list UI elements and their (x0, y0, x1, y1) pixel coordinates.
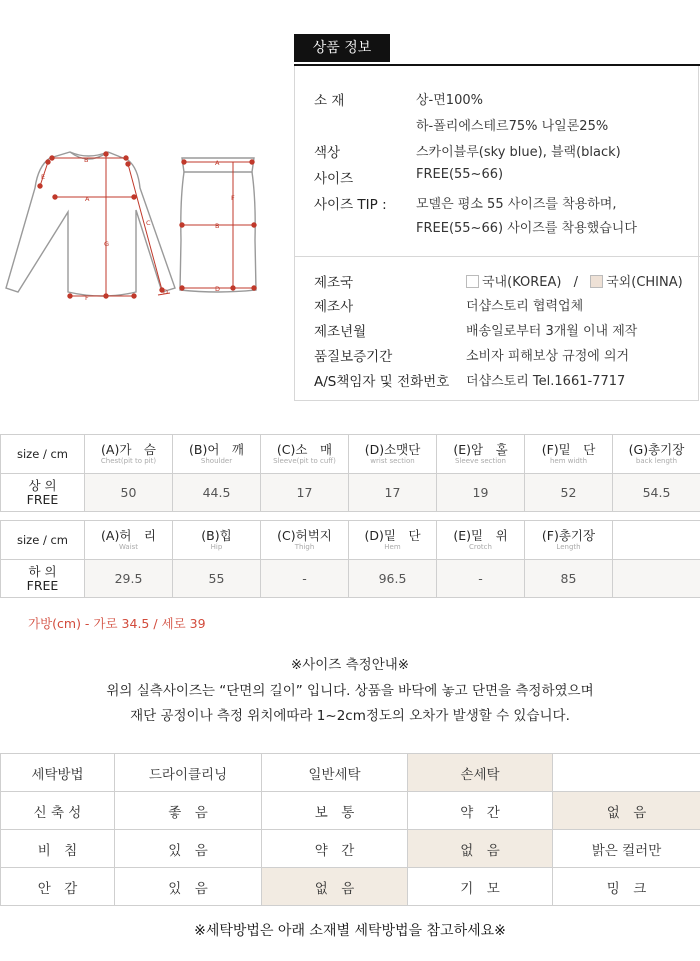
header-cell: (D)소맷단 wrist section (349, 435, 437, 474)
product-info-title: 상품 정보 (294, 34, 390, 62)
info-top-rule (294, 64, 700, 66)
skirt-letter-f: F (231, 194, 235, 202)
value-cell: 19 (437, 474, 525, 512)
as-value: 더샵스토리 Tel.1661-7717 (466, 374, 626, 389)
letter-g: G (104, 240, 110, 248)
letter-f: F (85, 294, 89, 302)
info-divider (294, 256, 700, 257)
skirt-letter-b: B (215, 222, 220, 230)
header-cell: (E)암 홀 Sleeve section (437, 435, 525, 474)
care-cell (553, 754, 700, 792)
size-tip-value-2: FREE(55~66) 사이즈를 착용했습니다 (416, 221, 637, 236)
care-cell: 약 간 (262, 830, 408, 868)
value-cell: 17 (349, 474, 437, 512)
value-cell: 96.5 (349, 560, 437, 598)
table-header-row (1, 521, 700, 560)
value-cell: 50 (85, 474, 173, 512)
size-label: 사이즈 (314, 171, 354, 187)
header-cell (613, 521, 700, 560)
warranty-value: 소비자 피해보상 규정에 의거 (466, 349, 630, 364)
size-tip-label: 사이즈 TIP : (314, 197, 387, 213)
size-value: FREE(55~66) (416, 167, 504, 182)
care-cell: 있 음 (115, 830, 262, 868)
origin-china-checkbox (590, 275, 603, 288)
header-cell: (C)소 매 Sleeve(pit to cuff) (261, 435, 349, 474)
maker-label: 제조사 (314, 299, 354, 315)
care-cell-selected: 없 음 (408, 830, 553, 868)
material-bottom-value: 하-폴리에스테르75% 나일론25% (416, 119, 609, 134)
value-cell: 54.5 (613, 474, 700, 512)
warranty-label: 품질보증기간 (314, 349, 393, 365)
origin-korea-text: 국내(KOREA) (482, 275, 562, 290)
header-cell: (B)어 깨 Shoulder (173, 435, 261, 474)
color-label: 색상 (314, 145, 341, 161)
bottom-size-table (0, 520, 700, 598)
care-row-wash (1, 754, 700, 792)
table-row (1, 474, 700, 512)
care-cell: 일반세탁 (262, 754, 408, 792)
made-date-value: 배송일로부터 3개월 이내 제작 (466, 324, 638, 339)
table-row (1, 560, 700, 598)
value-cell: - (437, 560, 525, 598)
origin-separator: / (573, 275, 578, 290)
size-guide-line-2: 재단 공정이나 측정 위치에따라 1~2cm정도의 오차가 발생할 수 있습니다. (130, 708, 570, 724)
care-row-stretch (1, 792, 700, 830)
care-table (0, 753, 700, 906)
header-cell: (E)밑 위 Crotch (437, 521, 525, 560)
care-cell: 기 모 (408, 868, 553, 906)
made-date-label: 제조년월 (314, 324, 367, 340)
care-cell: 밍 크 (553, 868, 700, 906)
care-cell: 세탁방법 (1, 754, 115, 792)
size-guide-title: ※사이즈 측정안내※ (290, 657, 410, 673)
header-cell: (A)허 리 Waist (85, 521, 173, 560)
value-cell: 29.5 (85, 560, 173, 598)
value-cell: 17 (261, 474, 349, 512)
care-cell: 신 축 성 (1, 792, 115, 830)
color-value: 스카이블루(sky blue), 블랙(black) (416, 145, 621, 160)
as-label: A/S책임자 및 전화번호 (314, 374, 450, 390)
letter-b: B (84, 156, 89, 164)
care-cell: 있 음 (115, 868, 262, 906)
garment-diagram (0, 140, 290, 310)
header-cell: (A)가 슴 Chest(pit to pit) (85, 435, 173, 474)
size-tip-value-1: 모델은 평소 55 사이즈를 착용하며, (416, 197, 617, 212)
header-cell: (G)총기장 back length (613, 435, 700, 474)
header-cell: (F)총기장 Length (525, 521, 613, 560)
value-cell: - (261, 560, 349, 598)
letter-c: C (146, 219, 151, 227)
value-cell: 55 (173, 560, 261, 598)
top-size-table (0, 434, 700, 512)
header-cell: (D)밑 단 Hem (349, 521, 437, 560)
care-cell: 드라이클리닝 (115, 754, 262, 792)
origin-china-text: 국외(CHINA) (606, 275, 683, 290)
skirt-measure-letters (215, 159, 235, 293)
care-cell: 안 감 (1, 868, 115, 906)
value-cell: 44.5 (173, 474, 261, 512)
corner-cell: size / cm (1, 521, 85, 560)
care-cell: 보 통 (262, 792, 408, 830)
maker-value: 더샵스토리 협력업체 (466, 299, 584, 314)
header-cell: (C)허벅지 Thigh (261, 521, 349, 560)
value-cell (613, 560, 700, 598)
top-measure-letters (41, 156, 168, 302)
care-cell: 밝은 컬러만 (553, 830, 700, 868)
header-cell: (F)밑 단 hem width (525, 435, 613, 474)
origin-options (466, 271, 683, 290)
material-label: 소 재 (314, 93, 345, 109)
care-cell: 좋 음 (115, 792, 262, 830)
care-row-lining (1, 868, 700, 906)
row-label: 상 의 FREE (1, 474, 85, 512)
origin-korea-checkbox (466, 275, 479, 288)
letter-d: D (163, 288, 169, 296)
care-cell-selected: 손세탁 (408, 754, 553, 792)
row-label: 하 의 FREE (1, 560, 85, 598)
table-header-row (1, 435, 700, 474)
value-cell: 85 (525, 560, 613, 598)
material-top-value: 상-면100% (416, 93, 483, 108)
skirt-letter-d: D (215, 285, 221, 293)
corner-cell: size / cm (1, 435, 85, 474)
header-cell: (B)힙 Hip (173, 521, 261, 560)
origin-label: 제조국 (314, 275, 354, 291)
letter-a: A (85, 195, 90, 203)
letter-e: E (41, 173, 46, 181)
care-cell: 약 간 (408, 792, 553, 830)
skirt-letter-a: A (215, 159, 220, 167)
care-row-seethrough (1, 830, 700, 868)
care-cell-selected: 없 음 (553, 792, 700, 830)
size-guide-line-1: 위의 실측사이즈는 “단면의 길이” 입니다. 상품을 바닥에 놓고 단면을 측정하였으며 (106, 683, 594, 699)
value-cell: 52 (525, 474, 613, 512)
bag-size-note: 가방(cm) - 가로 34.5 / 세로 39 (28, 616, 206, 631)
care-footer-note: ※세탁방법은 아래 소재별 세탁방법을 참고하세요※ (194, 923, 506, 939)
care-cell: 비 침 (1, 830, 115, 868)
care-cell-selected: 없 음 (262, 868, 408, 906)
